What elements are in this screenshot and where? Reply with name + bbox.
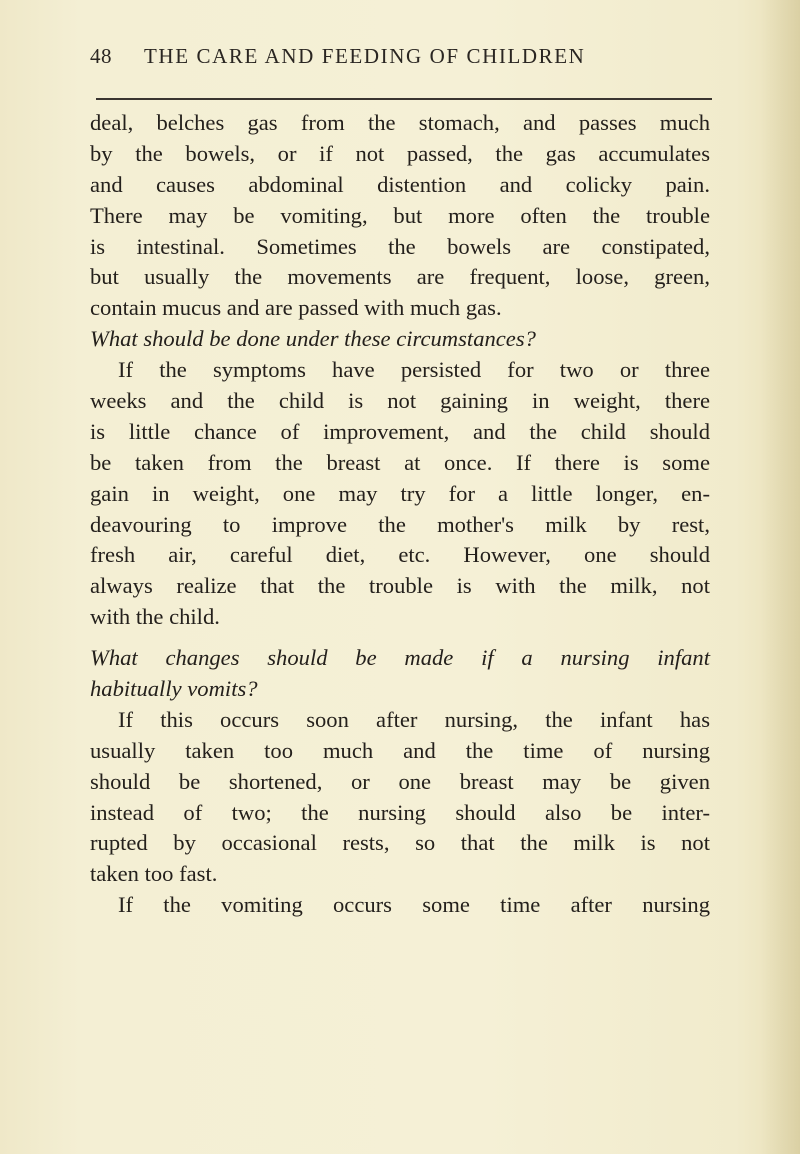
text-line: be taken from the breast at once. If there is some bbox=[90, 449, 710, 475]
text-line: If the symptoms have persisted for two or three bbox=[118, 357, 710, 383]
text-line: with the child. bbox=[90, 604, 220, 630]
body-text bbox=[90, 108, 710, 921]
text-line: There may be vomiting, but more often the trouble bbox=[90, 202, 710, 228]
text-line: is intestinal. Sometimes the bowels are constipated, bbox=[90, 233, 710, 259]
paragraph-gap bbox=[90, 633, 710, 643]
text-line: by the bowels, or if not passed, the gas accumulates bbox=[90, 140, 710, 166]
text-line: fresh air, careful diet, etc. However, one should bbox=[90, 542, 710, 568]
text-line: should be shortened, or one breast may be given bbox=[90, 768, 710, 794]
page-number: 48 bbox=[90, 44, 112, 68]
page-edge-shadow bbox=[760, 0, 800, 1154]
text-line: gain in weight, one may try for a little longer, en- bbox=[90, 480, 710, 506]
question-heading: habitually vomits? bbox=[90, 676, 258, 702]
header-rule bbox=[96, 98, 712, 100]
text-line: deal, belches gas from the stomach, and passes much bbox=[90, 110, 710, 135]
text-line: usually taken too much and the time of nursing bbox=[90, 737, 710, 763]
text-line: weeks and the child is not gaining in weight, there bbox=[90, 388, 710, 414]
text-line: is little chance of improvement, and the child should bbox=[90, 418, 710, 444]
text-line: If this occurs soon after nursing, the infant has bbox=[118, 706, 710, 732]
question-heading: What changes should be made if a nursing infant bbox=[90, 645, 710, 671]
text-line: instead of two; the nursing should also be inter- bbox=[90, 799, 710, 825]
text-line: deavouring to improve the mother's milk by rest, bbox=[90, 511, 710, 537]
running-title: THE CARE AND FEEDING OF CHILDREN bbox=[144, 44, 586, 68]
text-line: always realize that the trouble is with the milk, not bbox=[90, 573, 710, 599]
question-heading: What should be done under these circumstances? bbox=[90, 326, 536, 352]
text-line: but usually the movements are frequent, loose, green, bbox=[90, 264, 710, 290]
text-line: rupted by occasional rests, so that the milk is not bbox=[90, 830, 710, 856]
text-line: taken too fast. bbox=[90, 861, 218, 887]
page-header bbox=[90, 44, 710, 74]
text-line: and causes abdominal distention and colicky pain. bbox=[90, 171, 710, 197]
text-line: If the vomiting occurs some time after nursing bbox=[118, 892, 710, 918]
text-line: contain mucus and are passed with much gas. bbox=[90, 295, 502, 321]
